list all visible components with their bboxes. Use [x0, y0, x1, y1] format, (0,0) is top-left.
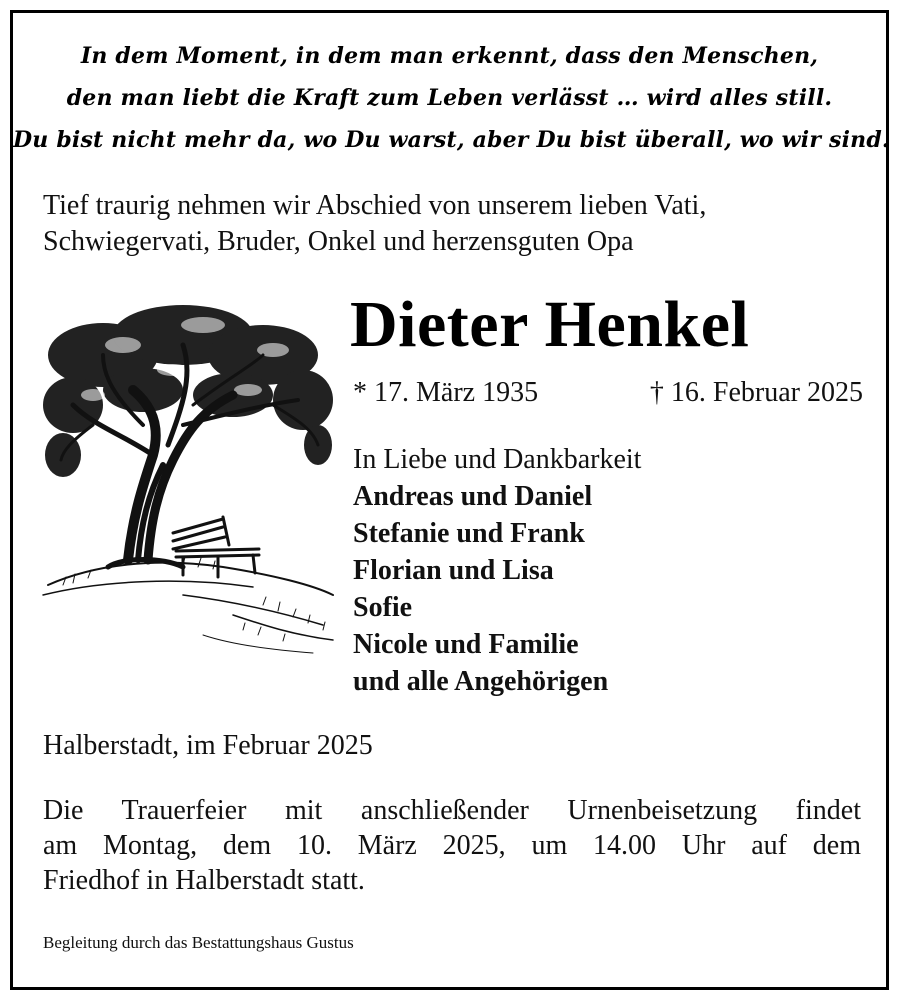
family-member: Stefanie und Frank	[353, 518, 585, 549]
family-member: Sofie	[353, 592, 413, 623]
place-date: Halberstadt, im Februar 2025	[43, 730, 373, 761]
ceremony-line-1: Die Trauerfeier mit anschließender Urnenbeisetzung findet	[43, 795, 861, 826]
family-member: Florian und Lisa	[353, 555, 554, 586]
undertaker-note: Begleitung durch das Bestattungshaus Gustus	[43, 933, 354, 952]
obituary-frame	[10, 10, 889, 990]
intro-line-1: Tief traurig nehmen wir Abschied von unserem lieben Vati,	[43, 190, 707, 221]
death-date: † 16. Februar 2025	[649, 377, 863, 408]
poem-line-2: den man liebt die Kraft zum Leben verlässt … wird alles still.	[66, 85, 833, 111]
ceremony-line-3: Friedhof in Halberstadt statt.	[43, 865, 365, 896]
intro-text	[43, 188, 863, 260]
poem-line-1: In dem Moment, in dem man erkennt, dass den Menschen,	[80, 43, 819, 69]
ceremony-line-2: am Montag, dem 10. März 2025, um 14.00 Uhr auf dem	[43, 830, 861, 861]
family-member: Andreas und Daniel	[353, 481, 593, 512]
life-dates	[353, 375, 863, 411]
tree-with-bench-illustration	[33, 295, 338, 655]
family-member: und alle Angehörigen	[353, 666, 609, 697]
ceremony-notice	[43, 793, 861, 898]
intro-line-2: Schwiegervati, Bruder, Onkel und herzensguten Opa	[43, 226, 634, 257]
family-list	[353, 441, 641, 700]
birth-date: * 17. März 1935	[353, 377, 539, 408]
poem-line-3: Du bist nicht mehr da, wo Du warst, aber Du bist überall, wo wir sind.	[13, 127, 890, 153]
family-member: Nicole und Familie	[353, 629, 579, 660]
deceased-name: Dieter Henkel	[350, 288, 750, 361]
family-heading: In Liebe und Dankbarkeit	[353, 444, 642, 475]
poem	[13, 35, 890, 161]
